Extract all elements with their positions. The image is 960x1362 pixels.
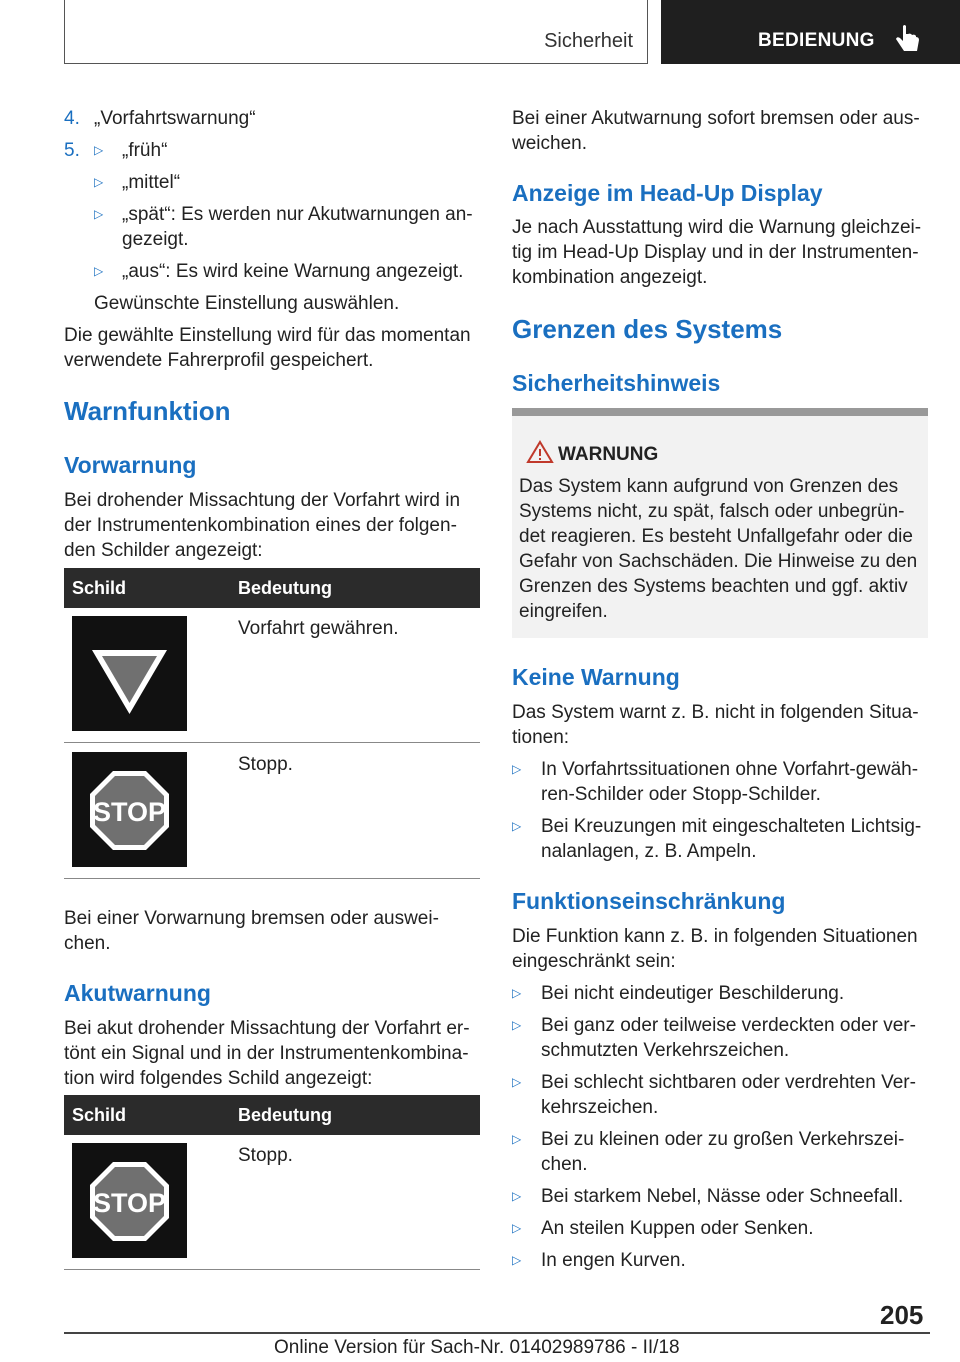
svg-text:STOP: STOP	[92, 797, 167, 827]
bullet-icon: ▷	[512, 762, 522, 776]
paragraph-line: kombination angezeigt.	[512, 267, 708, 288]
warning-line: Das System kann aufgrund von Grenzen des	[519, 476, 899, 497]
page-number: 205	[880, 1300, 924, 1330]
list-number: 5.	[64, 140, 80, 161]
pointing-hand-icon	[895, 24, 921, 54]
paragraph-line: Bei einer Vorwarnung bremsen oder auswei-	[64, 908, 439, 929]
paragraph-line: Bei einer Akutwarnung sofort bremsen oder aus-	[512, 108, 920, 129]
yield-sign-icon	[72, 616, 187, 731]
heading-akutwarnung: Akutwarnung	[64, 980, 211, 1006]
table-header-bedeutung: Bedeutung	[238, 578, 332, 598]
heading-grenzen: Grenzen des Systems	[512, 314, 783, 344]
list-number: 4.	[64, 108, 80, 129]
bullet-icon: ▷	[94, 264, 104, 278]
warning-line: Systems nicht, zu spät, falsch oder unbegrün-	[519, 501, 905, 522]
stop-sign-icon	[72, 1143, 187, 1258]
footer-divider	[64, 1332, 930, 1334]
list-item-text: Bei ganz oder teilweise verdeckten oder ver-	[541, 1015, 916, 1036]
paragraph-line: weichen.	[512, 133, 587, 154]
stop-sign-icon	[72, 752, 187, 867]
paragraph-line: chen.	[64, 933, 111, 954]
paragraph-line: tig im Head-Up Display und in der Instrumenten-	[512, 242, 919, 263]
table-cell: Stopp.	[238, 1145, 293, 1166]
heading-sicherheitshinweis: Sicherheitshinweis	[512, 370, 721, 396]
warning-line: det reagieren. Es besteht Unfallgefahr oder die	[519, 526, 913, 547]
paragraph-line: verwendete Fahrerprofil gespeichert.	[64, 350, 374, 371]
paragraph-line: Die gewählte Einstellung wird für das momentan	[64, 325, 471, 346]
header-chapter-tab	[661, 0, 960, 64]
bullet-icon: ▷	[94, 175, 104, 189]
header-chapter-title: BEDIENUNG	[758, 30, 875, 51]
table-cell: Stopp.	[238, 754, 293, 775]
bullet-icon: ▷	[512, 1018, 522, 1032]
paragraph-line: eingeschränkt sein:	[512, 951, 676, 972]
paragraph-line: Bei drohender Missachtung der Vorfahrt wird in	[64, 490, 461, 511]
heading-hud: Anzeige im Head-Up Display	[512, 180, 823, 206]
instruction-text: Gewünschte Einstellung auswählen.	[94, 293, 400, 314]
warning-triangle-icon	[526, 440, 554, 464]
bullet-icon: ▷	[512, 1075, 522, 1089]
list-item-text: nalanlagen, z. B. Ampeln.	[541, 841, 757, 862]
table-cell: Vorfahrt gewähren.	[238, 618, 399, 639]
table-divider	[64, 1269, 480, 1270]
list-item-text: chen.	[541, 1154, 588, 1175]
paragraph-line: Bei akut drohender Missachtung der Vorfahrt er-	[64, 1018, 470, 1039]
paragraph-line: tion wird folgendes Schild angezeigt:	[64, 1068, 373, 1089]
list-item-text: „früh“	[122, 140, 168, 161]
list-item-text: ren-Schilder oder Stopp-Schilder.	[541, 784, 821, 805]
bullet-icon: ▷	[94, 143, 104, 157]
paragraph-line: Das System warnt z. B. nicht in folgenden Situa-	[512, 702, 919, 723]
warning-title: WARNUNG	[558, 444, 659, 465]
warning-line: Gefahr von Sachschäden. Die Hinweise zu den	[519, 551, 918, 572]
bullet-icon: ▷	[512, 1189, 522, 1203]
sublist-item: „aus“: Es wird keine Warnung angezeigt.	[122, 261, 464, 282]
list-item-text: Bei Kreuzungen mit eingeschalteten Lichtsig-	[541, 816, 922, 837]
bullet-icon: ▷	[94, 207, 104, 221]
paragraph-line: tönt ein Signal und in der Instrumentenkombina-	[64, 1043, 469, 1064]
list-item-text: Bei schlecht sichtbaren oder verdrehten Ver-	[541, 1072, 916, 1093]
bullet-icon: ▷	[512, 986, 522, 1000]
list-item-text: Bei zu kleinen oder zu großen Verkehrszei-	[541, 1129, 905, 1150]
sublist-item-cont: gezeigt.	[122, 229, 189, 250]
table-divider	[64, 742, 480, 743]
table-header	[64, 1095, 480, 1135]
list-item	[64, 138, 80, 163]
paragraph-line: den Schilder angezeigt:	[64, 540, 263, 561]
warning-box	[512, 408, 928, 638]
list-item-text: In Vorfahrtssituationen ohne Vorfahrt-gewäh-	[541, 759, 919, 780]
bullet-icon: ▷	[512, 1132, 522, 1146]
heading-warnfunktion: Warnfunktion	[64, 396, 231, 426]
table-header	[64, 568, 480, 608]
heading-funktionseinschraenkung: Funktionseinschränkung	[512, 888, 786, 914]
bullet-icon: ▷	[512, 819, 522, 833]
warning-line: eingreifen.	[519, 601, 608, 622]
warning-line: Grenzen des Systems beachten und ggf. aktiv	[519, 576, 908, 597]
sublist-item: „spät“: Es werden nur Akutwarnungen an-	[122, 204, 473, 225]
list-item	[64, 106, 80, 131]
sublist-item: „mittel“	[122, 172, 181, 193]
list-item-text: In engen Kurven.	[541, 1250, 686, 1271]
list-item-text: „Vorfahrtswarnung“	[94, 108, 256, 129]
paragraph-line: tionen:	[512, 727, 570, 748]
list-item-text: kehrszeichen.	[541, 1097, 659, 1118]
table-divider	[64, 878, 480, 879]
heading-vorwarnung: Vorwarnung	[64, 452, 197, 478]
table-header-schild: Schild	[72, 1105, 127, 1125]
paragraph-line: Je nach Ausstattung wird die Warnung gleichzei-	[512, 217, 922, 238]
list-item-text: Bei starkem Nebel, Nässe oder Schneefall.	[541, 1186, 904, 1207]
bullet-icon: ▷	[512, 1253, 522, 1267]
table-header-schild: Schild	[72, 578, 127, 598]
paragraph-line: Die Funktion kann z. B. in folgenden Situationen	[512, 926, 918, 947]
list-item-text: An steilen Kuppen oder Senken.	[541, 1218, 814, 1239]
header-section-tab	[64, 0, 648, 64]
svg-text:STOP: STOP	[92, 1188, 167, 1218]
list-item-text: Bei nicht eindeutiger Beschilderung.	[541, 983, 845, 1004]
heading-keine-warnung: Keine Warnung	[512, 664, 680, 690]
list-item-text: schmutzten Verkehrszeichen.	[541, 1040, 790, 1061]
table-header-bedeutung: Bedeutung	[238, 1105, 332, 1125]
header-section-title: Sicherheit	[544, 30, 633, 52]
footer-version: Online Version für Sach-Nr. 01402989786 - II/18	[274, 1337, 680, 1358]
bullet-icon: ▷	[512, 1221, 522, 1235]
paragraph-line: der Instrumentenkombination eines der folgen-	[64, 515, 457, 536]
